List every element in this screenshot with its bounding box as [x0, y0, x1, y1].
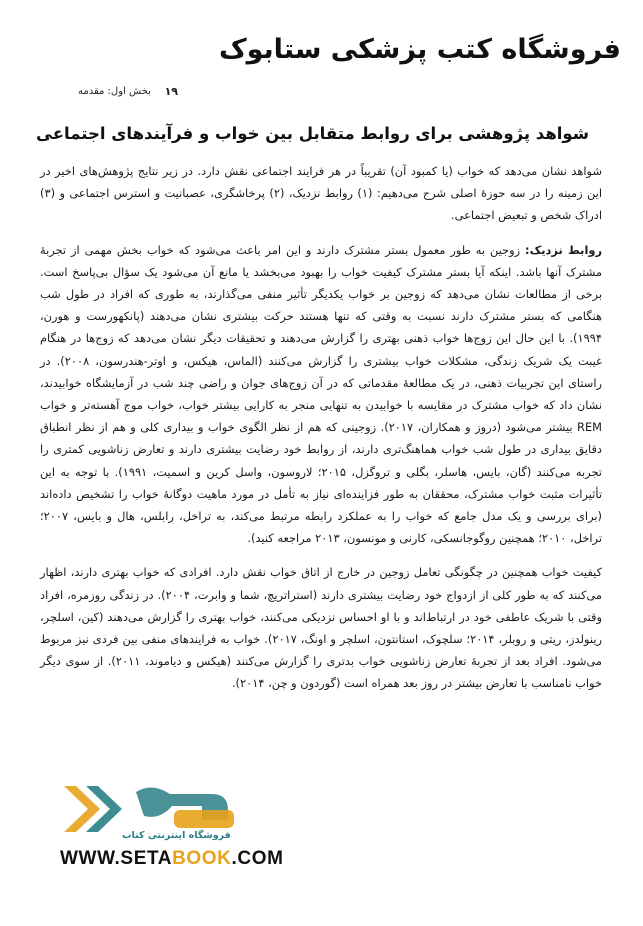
running-head	[78, 85, 178, 98]
watermark-url-part1: WWW.SETA	[60, 848, 173, 869]
paragraph-2-lead: روابط نزدیک:	[525, 242, 603, 257]
store-title: فروشگاه کتب پزشکی ستابوک	[218, 34, 621, 65]
paragraph-3: کیفیت خواب همچنین در چگونگی تعامل زوجین در خارج از اتاق خواب نقش دارد. افرادی که خواب بهتری دارند، اظهار می‌کنند که به طور کلی از ازدواج خود رضایت بیشتری دارند (استراتریچ، شما و وابرت، ۲۰۰۴). در زندگی روزمره، افراد وقتی با شریک عاطفی خود در ارتباط‌اند و با او احساس نزدیکی می‌کنند، خواب بهتری را گزارش می‌دهند (کین، اسلچر، رینولدز، ریتی و روبلر، ۲۰۱۴؛ سلچوک، استانتون، اسلچر و اونگ، ۲۰۱۷). خواب به فرایندهای منفی بین فردی نیز مربوط می‌شود. افراد بعد از تجربهٔ تعارض زناشویی خواب بدتری را گزارش می‌کنند (هیکس و دیاموند، ۲۰۱۱). از سوی دیگر خواب نامناسب با تعارض بیشتر در روز بعد همراه است (گوردون و چن، ۲۰۱۴).	[40, 565, 603, 691]
chapter-label: بخش اول: مقدمه	[78, 86, 151, 97]
watermark-url-part3: .COM	[231, 848, 284, 869]
watermark-url-part2: BOOK	[172, 848, 232, 869]
watermark-url	[60, 848, 284, 870]
body-text	[40, 160, 602, 707]
watermark-subtitle: فروشگاه اینترنتی کتاب	[122, 830, 231, 841]
paragraph-2	[40, 239, 602, 550]
section-title: شواهد پژوهشی برای روابط متقابل بین خواب و فرآیندهای اجتماعی	[36, 124, 589, 143]
paragraph-1: شواهد نشان می‌دهد که خواب (یا کمبود آن) تقریباً در هر فرایند اجتماعی نقش دارد. در زیر نتایج پژوهش‌های اخیر در این زمینه را در سه حوزهٔ اصلی شرح می‌دهیم: (۱) روابط نزدیک، (۲) پرخاشگری، عصبانیت و استرس اجتماعی و (۳) ادراک شخص و تبعیض اجتماعی.	[40, 164, 603, 223]
page-number: ۱۹	[164, 85, 178, 98]
paragraph-2-text: زوجین به طور معمول بستر مشترک دارند و این امر باعث می‌شود که خواب بخش مهمی از تجربهٔ مشترک آنها باشد. اینکه آیا بستر مشترک کیفیت خواب را بهبود می‌بخشد یا مانع آن می‌شود یک سؤال بی‌پاسخ است. برخی از مطالعات نشان می‌دهد که زوجین بر خواب یکدیگر تأثیر منفی می‌گذارند، به طوری که افراد در طول شب هنگامی که بستر مشترک دارند نسبت به وقتی که تنها هستند حرکت بیشتری نشان می‌دهند (پانکهورست و هورن، ۱۹۹۴). با این حال این زوج‌ها خواب ذهنی بهتری را گزارش می‌دهند و تحقیقات دیگر نشان می‌دهد که زوج‌ها در هنگام غیبت یک شریک زندگی، مشکلات خواب بیشتری را گزارش می‌کنند (الماس، هیکس، و اوتر-هندرسون، ۲۰۰۸). در راستای این تجربیات ذهنی، در یک مطالعهٔ مقدماتی که در آن زوج‌های جوان و راضی چند شب در آزمایشگاه خوابیدند، نشان داد که خواب مشترک در مقایسه با خوابیدن به تنهایی منجر به کارایی بیشتر خواب، خواب موج آهسته‌تر و خواب REM بیشتر می‌شود (دروز و همکاران، ۲۰۱۷). زوجینی که هم از نظر الگوی خواب و بیداری کلی و هم از نظر انطباق دقایق بیداری در طول شب خواب هماهنگ‌تری دارند، از روابط خود رضایت بیشتری دارند و تعارض زناشویی کمتری را تجربه می‌کنند (گان، بایس، هاسلر، بگلی و تروگزل، ۲۰۱۵؛ لاروسون، واسل کرین و اسمیت، ۱۹۹۱). با توجه به این تأثیرات مثبت خواب مشترک، محققان به طور فزاینده‌ای نیاز به تأمل در مورد ماهیت دوگانهٔ خواب را تشخیص داده‌اند (برای بررسی و یک مدل جامع که خواب را به عملکرد رابطه مرتبط می‌کند، به تراخل، رابلس، هال و بایس، ۲۰۰۷؛ تراخل، ۲۰۱۰؛ همچنین روگوجانسکی، کارنی و مونسون، ۲۰۱۳ مراجعه کنید).	[40, 242, 602, 546]
